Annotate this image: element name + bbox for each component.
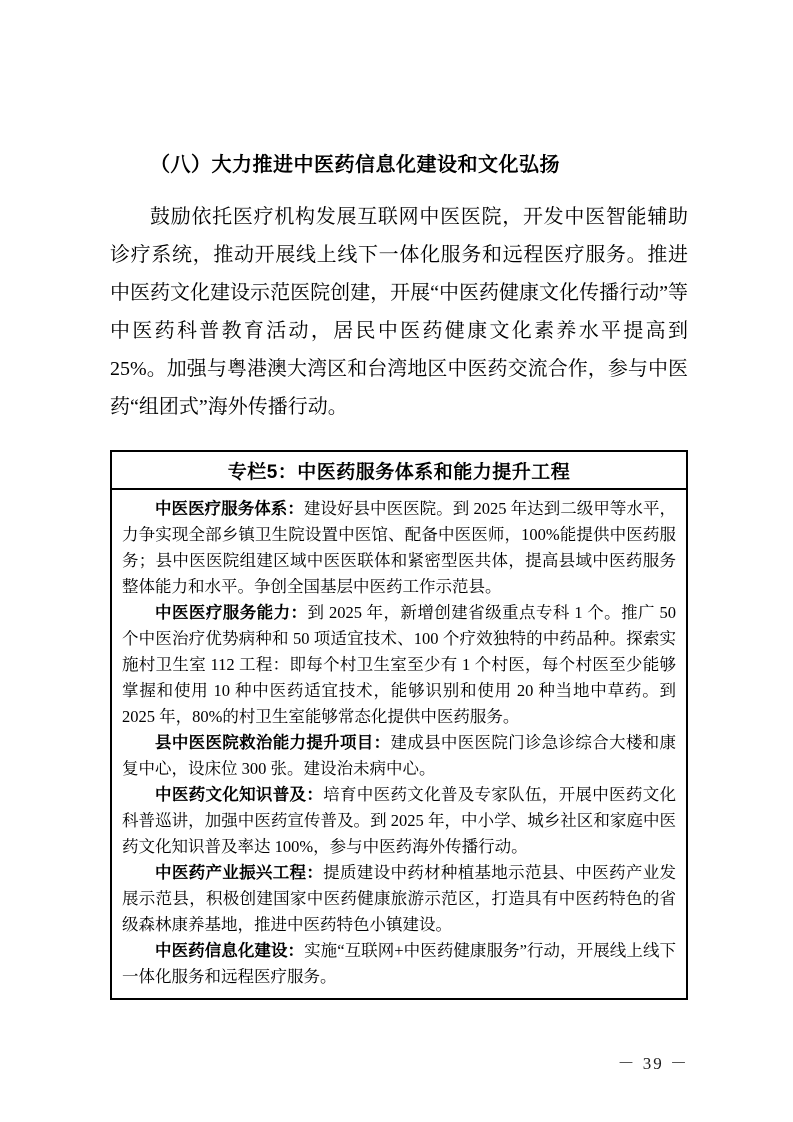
box-item-text: 实施“互联网+中医药健康服务”行动，开展线上线下一体化服务和远程医疗服务。 — [122, 941, 677, 986]
feature-box-body — [112, 490, 686, 998]
box-item — [122, 782, 676, 860]
box-item-label: 中医医疗服务体系： — [155, 500, 304, 518]
box-item — [122, 600, 676, 730]
box-item-text: 建成县中医医院门诊急诊综合大楼和康复中心，设床位 300 张。建设治未病中心。 — [122, 733, 677, 778]
box-item-label: 中医药产业振兴工程： — [155, 864, 324, 882]
section-heading: （八）大力推进中医药信息化建设和文化弘扬 — [150, 154, 560, 176]
box-item-label: 中医药文化知识普及： — [155, 786, 324, 804]
box-item-label: 县中医医院救治能力提升项目： — [155, 734, 391, 752]
box-item — [122, 730, 676, 782]
box-item-text: 培育中医药文化普及专家队伍，开展中医药文化科普巡讲，加强中医药宣传普及。到 2025 年，中小学、城乡社区和家庭中医药文化知识普及率达 100%，参与中医药海外传播行动。 — [122, 785, 677, 856]
box-item — [122, 938, 676, 990]
box-item-label: 中医药信息化建设： — [155, 942, 305, 960]
page-content — [110, 150, 688, 1000]
box-item — [122, 496, 676, 600]
box-item-text: 建设好县中医医院。到 2025 年达到二级甲等水平，力争实现全部乡镇卫生院设置中医馆、配备中医医师，100%能提供中医药服务；县中医医院组建区域中医医联体和紧密型医共体，提高县域中医药服务整体能力和水平。争创全国基层中医药工作示范县。 — [122, 499, 677, 596]
body-paragraph: 鼓励依托医疗机构发展互联网中医医院，开发中医智能辅助诊疗系统，推动开展线上线下一体化服务和远程医疗服务。推进中医药文化建设示范医院创建，开展“中医药健康文化传播行动”等中医药科普教育活动，居民中医药健康文化素养水平提高到 25%。加强与粤港澳大湾区和台湾地区中医药交流合作，参与中医药“组团式”海外传播行动。 — [110, 206, 688, 418]
box-item-text: 到 2025 年，新增创建省级重点专科 1 个。推广 50 个中医治疗优势病种和 50 项适宜技术、100 个疗效独特的中药品种。探索实施村卫生室 112 工程：即每个村卫生室至少有 1 个村医，每个村医至少能够掌握和使用 10 种中医药适宜技术，能够识别和使用 20 种当地中草药。到 2025 年，80%的村卫生室能够常态化提供中医药服务。 — [122, 603, 677, 726]
feature-box — [110, 450, 688, 1000]
page-number: － 39 － — [617, 1054, 689, 1073]
box-item-text: 提质建设中药材种植基地示范县、中医药产业发展示范县，积极创建国家中医药健康旅游示范区，打造具有中医药特色的省级森林康养基地，推进中医药特色小镇建设。 — [122, 863, 677, 934]
box-item-label: 中医医疗服务能力： — [155, 604, 308, 622]
feature-box-title: 专栏5：中医药服务体系和能力提升工程 — [112, 452, 686, 490]
box-item — [122, 860, 676, 938]
